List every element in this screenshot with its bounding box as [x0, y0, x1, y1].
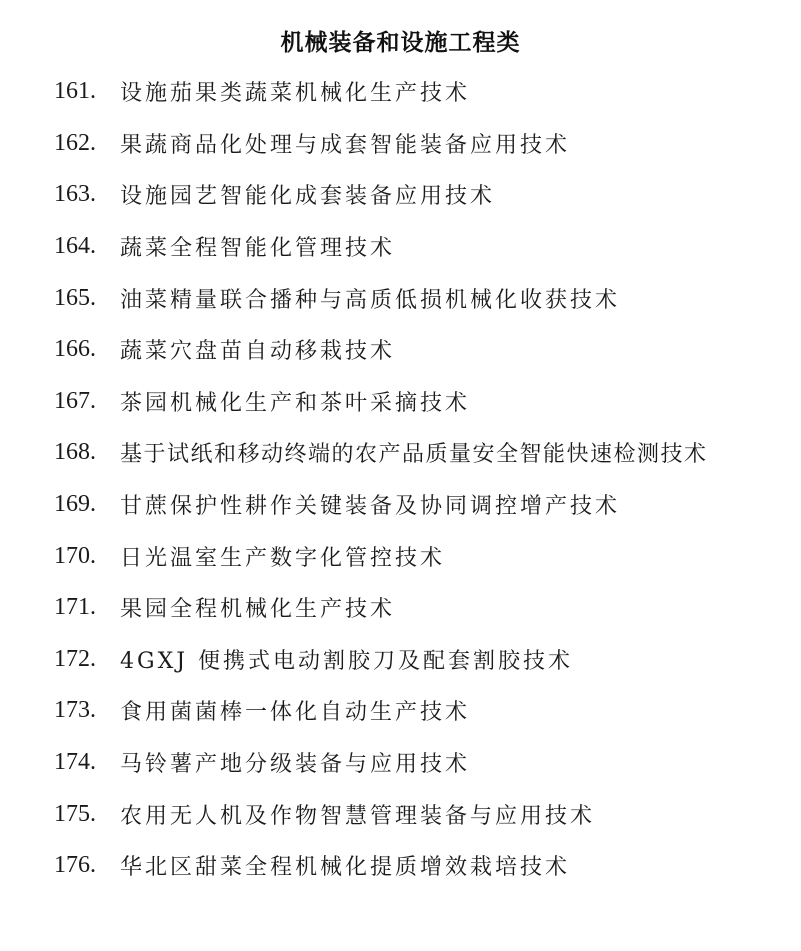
list-item [0, 737, 801, 789]
page-title: 机械装备和设施工程类 [280, 30, 521, 56]
list-item [0, 169, 801, 221]
item-text: 华北区甜菜全程机械化提质增效栽培技术 [120, 855, 571, 881]
item-number: 170. [54, 542, 96, 569]
list-item [0, 272, 801, 324]
item-number: 163. [54, 181, 96, 208]
list-item [0, 582, 801, 634]
item-text: 设施茄果类蔬菜机械化生产技术 [120, 81, 471, 107]
item-text: 蔬菜穴盘苗自动移栽技术 [120, 339, 396, 365]
item-number: 175. [54, 800, 96, 827]
list-item [0, 376, 801, 428]
item-text: 蔬菜全程智能化管理技术 [120, 236, 396, 262]
list-item [0, 427, 801, 479]
item-number: 171. [54, 594, 96, 621]
item-number: 167. [54, 387, 96, 414]
item-number: 168. [54, 439, 96, 466]
item-number: 165. [54, 284, 96, 311]
technology-list [0, 66, 801, 892]
item-text: 4GXJ 便携式电动割胶刀及配套割胶技术 [120, 648, 574, 674]
item-number: 169. [54, 491, 96, 518]
list-item [0, 479, 801, 531]
item-text: 食用菌菌棒一体化自动生产技术 [120, 700, 471, 726]
item-number: 166. [54, 336, 96, 363]
list-item [0, 221, 801, 273]
list-item [0, 118, 801, 170]
item-text: 甘蔗保护性耕作关键装备及协同调控增产技术 [120, 494, 621, 520]
item-number: 161. [54, 78, 96, 105]
item-number: 173. [54, 697, 96, 724]
item-text: 果园全程机械化生产技术 [120, 597, 396, 623]
item-number: 172. [54, 645, 96, 672]
list-item [0, 840, 801, 892]
item-text: 马铃薯产地分级装备与应用技术 [120, 752, 471, 778]
item-number: 176. [54, 852, 96, 879]
item-text: 农用无人机及作物智慧管理装备与应用技术 [120, 803, 596, 829]
item-text: 基于试纸和移动终端的农产品质量安全智能快速检测技术 [120, 442, 708, 468]
list-item [0, 634, 801, 686]
item-text: 果蔬商品化处理与成套智能装备应用技术 [120, 132, 571, 158]
item-text: 日光温室生产数字化管控技术 [120, 545, 446, 571]
list-item [0, 685, 801, 737]
list-item [0, 324, 801, 376]
list-item [0, 66, 801, 118]
list-item [0, 788, 801, 840]
item-number: 162. [54, 129, 96, 156]
item-text: 油菜精量联合播种与高质低损机械化收获技术 [120, 287, 621, 313]
item-text: 茶园机械化生产和茶叶采摘技术 [120, 390, 471, 416]
item-number: 164. [54, 233, 96, 260]
list-item [0, 530, 801, 582]
item-text: 设施园艺智能化成套装备应用技术 [120, 184, 496, 210]
item-number: 174. [54, 749, 96, 776]
